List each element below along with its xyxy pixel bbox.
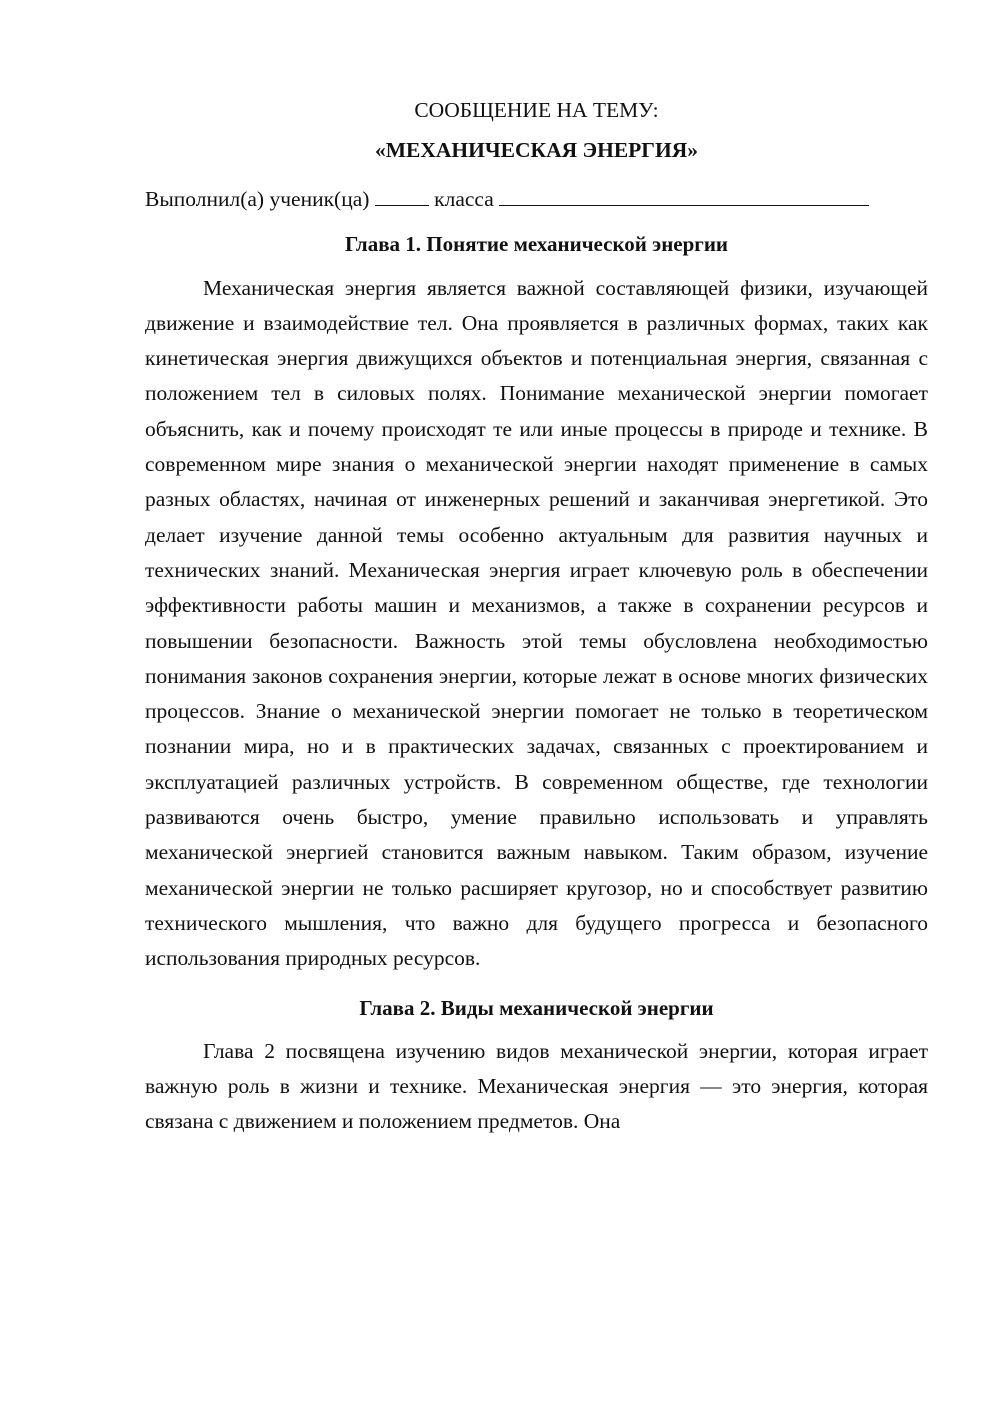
chapter-1-paragraph: Механическая энергия является важной составляющей физики, изучающей движение и взаимодействие тел. Она проявляется в различных формах, таких как кинетическая энергия движущихся объектов и потенциальная энергия, связанная с положением тел в силовых полях. Понимание механической энергии помогает объяснить, как и почему происходят те или иные процессы в природе и технике. В современном мире знания о механической энергии находят применение в самых разных областях, начиная от инженерных решений и заканчивая энергетикой. Это делает изучение данной темы особенно актуальным для развития научных и технических знаний. Механическая энергия играет ключевую роль в обеспечении эффективности работы машин и механизмов, а также в сохранении ресурсов и повышении безопасности. Важность этой темы обусловлена необходимостью понимания законов сохранения энергии, которые лежат в основе многих физических процессов. Знание о механической энергии помогает не только в теоретическом познании мира, но и в практических задачах, связанных с проектированием и эксплуатацией различных устройств. В современном обществе, где технологии развиваются очень быстро, умение правильно использовать и управлять механической энергией становится важным навыком. Таким образом, изучение механической энергии не только расширяет кругозор, но и способствует развитию технического мышления, что важно для будущего прогресса и безопасного использования природных ресурсов. — [145, 275, 928, 971]
class-label: класса — [434, 187, 494, 211]
document-title-line-2: «МЕХАНИЧЕСКАЯ ЭНЕРГИЯ» — [374, 138, 698, 162]
class-number-blank — [375, 185, 429, 206]
author-name-blank — [499, 185, 869, 206]
chapter-2-paragraph: Глава 2 посвящена изучению видов механической энергии, которая играет важную роль в жизни и технике. Механическая энергия — это энергия, которая связана с движением и положением предметов. Она — [145, 1038, 928, 1134]
author-prefix: Выполнил(а) ученик(ца) — [145, 187, 370, 211]
chapter-2-heading: Глава 2. Виды механической энергии — [359, 995, 714, 1020]
document-title-line-1: СООБЩЕНИЕ НА ТЕМУ: — [414, 98, 659, 122]
author-line — [145, 182, 928, 217]
chapter-gap — [145, 977, 928, 991]
document-page — [145, 92, 928, 1140]
chapter-1-heading: Глава 1. Понятие механической энергии — [344, 232, 729, 257]
